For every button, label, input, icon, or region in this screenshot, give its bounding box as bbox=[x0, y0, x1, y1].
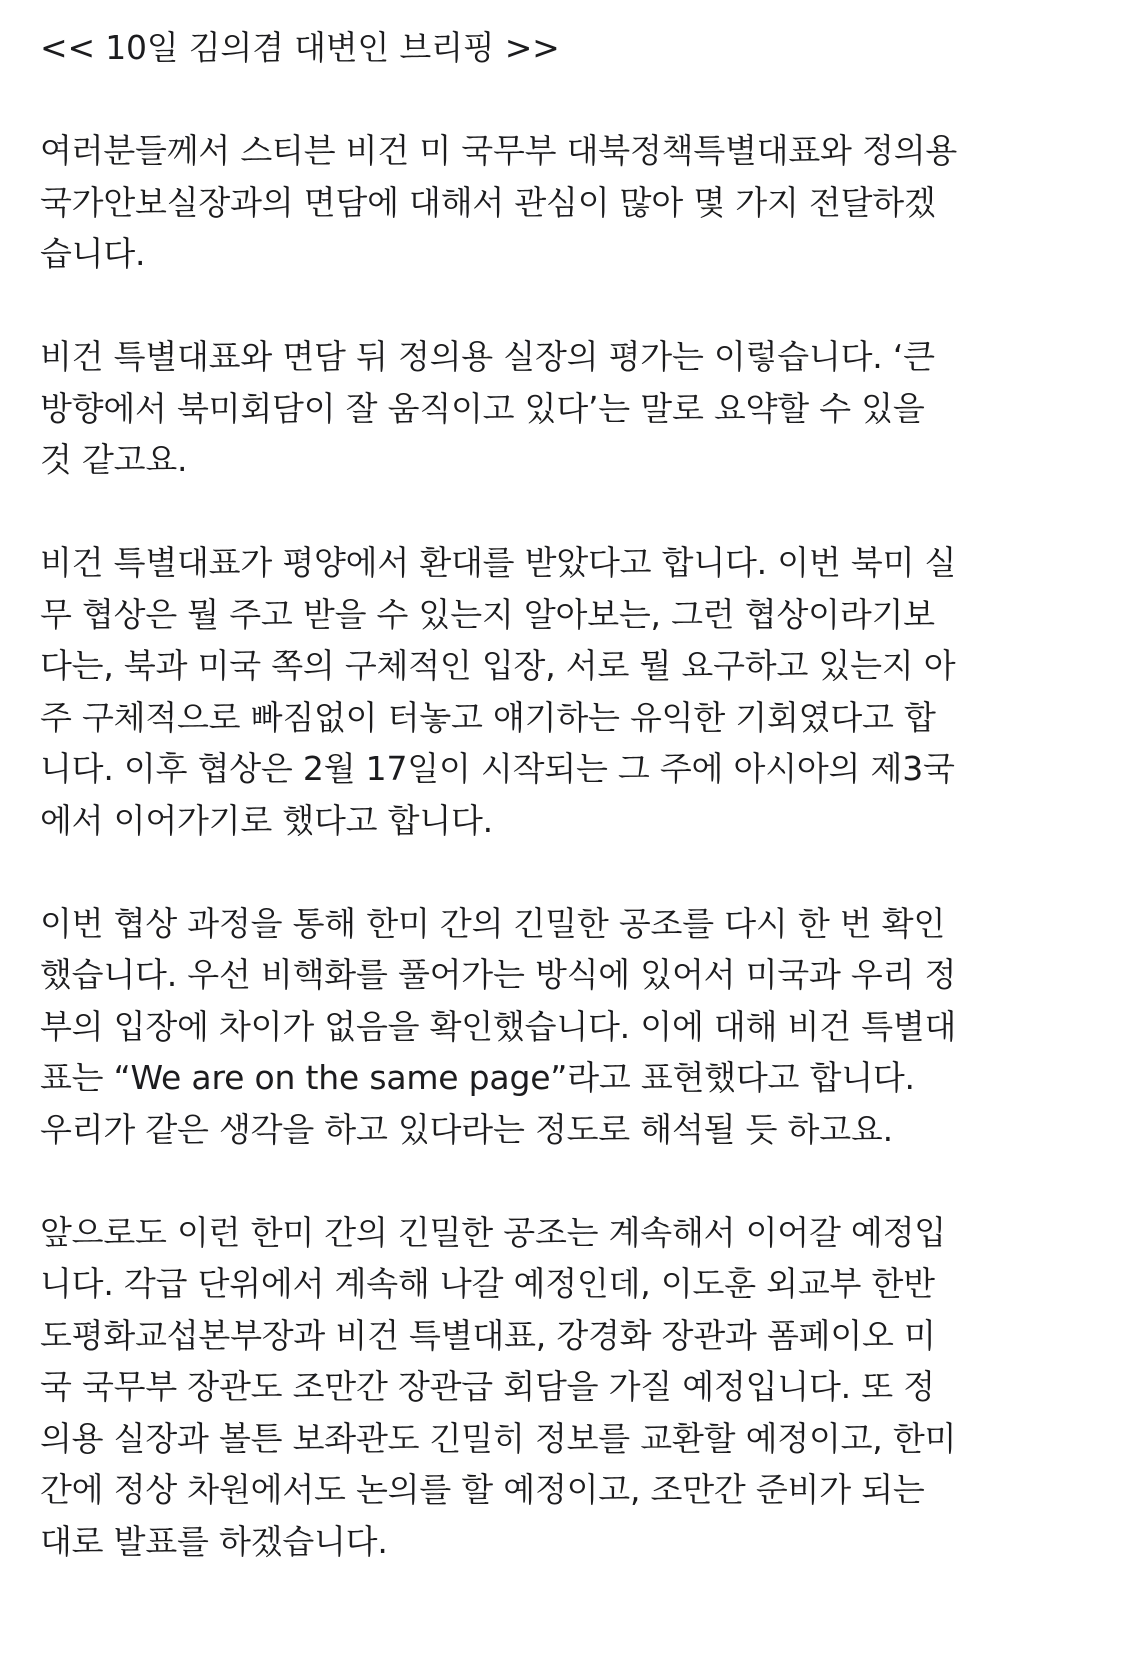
text-line: 에서 이어가기로 했다고 합니다. bbox=[40, 800, 493, 840]
text-line: 니다. 이후 협상은 2월 17일이 시작되는 그 주에 아시아의 제3국 bbox=[40, 749, 955, 788]
text-line: 앞으로도 이런 한미 간의 긴밀한 공조는 계속해서 이어갈 예정입 bbox=[40, 1212, 946, 1252]
text-line: 대로 발표를 하겠습니다. bbox=[40, 1521, 388, 1561]
paragraph-2 bbox=[40, 331, 1085, 486]
paragraph-3 bbox=[40, 537, 1085, 846]
text-line: 주 구체적으로 빠짐없이 터놓고 얘기하는 유익한 기회였다고 합 bbox=[40, 697, 936, 737]
text-line: 국가안보실장과의 면담에 대해서 관심이 많아 몇 가지 전달하겠 bbox=[40, 182, 936, 222]
text-line: 이번 협상 과정을 통해 한미 간의 긴밀한 공조를 다시 한 번 확인 bbox=[40, 903, 946, 943]
text-line: 여러분들께서 스티븐 비건 미 국무부 대북정책특별대표와 정의용 bbox=[40, 131, 958, 170]
text-line: 부의 입장에 차이가 없음을 확인했습니다. 이에 대해 비건 특별대 bbox=[40, 1006, 957, 1046]
paragraph-4 bbox=[40, 898, 1085, 1156]
text-line: 비건 특별대표가 평양에서 환대를 받았다고 합니다. 이번 북미 실 bbox=[40, 543, 957, 582]
text-line: 우리가 같은 생각을 하고 있다라는 정도로 해석될 듯 하고요. bbox=[40, 1109, 893, 1149]
paragraph-5 bbox=[40, 1207, 1085, 1568]
document-title: << 10일 김의겸 대변인 브리핑 >> bbox=[40, 28, 560, 67]
text-line: 도평화교섭본부장과 비건 특별대표, 강경화 장관과 폼페이오 미 bbox=[40, 1315, 936, 1355]
text-line: 다는, 북과 미국 쪽의 구체적인 입장, 서로 뭘 요구하고 있는지 아 bbox=[40, 646, 956, 685]
text-line: 의용 실장과 볼튼 보좌관도 긴밀히 정보를 교환할 예정이고, 한미 bbox=[40, 1418, 957, 1458]
text-line: 표는 “We are on the same page”라고 표현했다고 합니다. bbox=[40, 1058, 915, 1097]
text-line: 방향에서 북미회담이 잘 움직이고 있다’는 말로 요약할 수 있을 bbox=[40, 388, 925, 428]
text-line: 국 국무부 장관도 조만간 장관급 회담을 가질 예정입니다. 또 정 bbox=[40, 1367, 935, 1406]
text-line: 습니다. bbox=[40, 234, 146, 273]
text-line: 것 같고요. bbox=[40, 440, 188, 479]
text-line: 니다. 각급 단위에서 계속해 나갈 예정인데, 이도훈 외교부 한반 bbox=[40, 1264, 935, 1303]
text-line: 했습니다. 우선 비핵화를 풀어가는 방식에 있어서 미국과 우리 정 bbox=[40, 955, 957, 994]
text-line: 무 협상은 뭘 주고 받을 수 있는지 알아보는, 그런 협상이라기보 bbox=[40, 594, 935, 634]
paragraph-1 bbox=[40, 125, 1085, 280]
text-line: 비건 특별대표와 면담 뒤 정의용 실장의 평가는 이렇습니다. ‘큰 bbox=[40, 337, 935, 376]
text-line: 간에 정상 차원에서도 논의를 할 예정이고, 조만간 준비가 되는 bbox=[40, 1470, 925, 1509]
